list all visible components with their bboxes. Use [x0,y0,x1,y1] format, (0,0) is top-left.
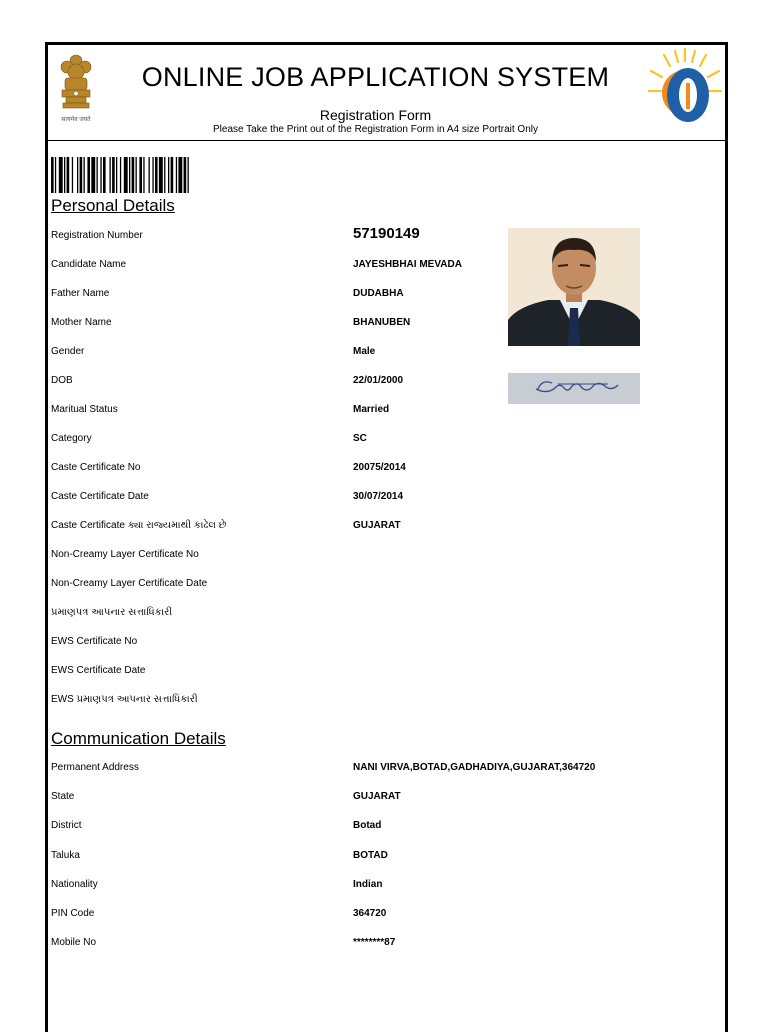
field-label: Maritual Status [51,404,118,415]
field-label: Permanent Address [51,762,139,773]
form-header [48,45,725,141]
field-value: Married [353,404,390,415]
field-value: Male [353,346,376,357]
field-label: State [51,791,75,802]
field-value: Indian [353,879,383,890]
row-ncl-certificate-date [51,578,691,598]
row-taluka [51,850,691,870]
field-label: PIN Code [51,908,95,919]
row-gender [51,346,691,366]
field-label: Father Name [51,288,110,299]
field-value: NANI VIRVA,BOTAD,GADHADIYA,GUJARAT,364720 [353,762,596,773]
row-nationality [51,879,691,899]
field-label: Mobile No [51,937,97,948]
field-label: Taluka [51,850,80,861]
field-label: Nationality [51,879,98,890]
ojas-logo-icon [648,47,722,125]
field-label: Registration Number [51,230,143,241]
row-ews-authority [51,694,691,714]
field-label: પ્રમાણપત્ર આપનાર સત્તાધિકારી [51,607,173,618]
field-label: Mother Name [51,317,112,328]
field-label: District [51,820,82,831]
row-caste-certificate-no [51,462,691,482]
section-communication-details: Communication Details [51,729,226,748]
registration-number-value: 57190149 [353,225,420,242]
row-certificate-authority [51,607,691,627]
row-pin-code [51,908,691,928]
field-label: EWS Certificate Date [51,665,146,676]
page-title: ONLINE JOB APPLICATION SYSTEM [141,62,610,92]
row-mobile-no [51,937,691,957]
field-value: GUJARAT [353,791,401,802]
field-value: 30/07/2014 [353,491,404,502]
row-ncl-certificate-no [51,549,691,569]
form-subtitle: Registration Form [319,107,432,123]
field-label: DOB [51,375,73,386]
field-label: Category [51,433,92,444]
section-personal-details: Personal Details [51,196,175,215]
field-value: BHANUBEN [353,317,411,328]
print-instruction: Please Take the Print out of the Registration Form in A4 size Portrait Only [213,124,538,135]
row-state [51,791,691,811]
row-caste-certificate-date [51,491,691,511]
candidate-signature [508,373,640,404]
field-label: EWS Certificate No [51,636,138,647]
field-value: Botad [353,820,382,831]
field-label: Gender [51,346,85,357]
field-value: ********87 [353,937,396,948]
field-label: Caste Certificate Date [51,491,149,502]
field-value: 364720 [353,908,387,919]
row-ews-certificate-no [51,636,691,656]
row-category [51,433,691,453]
field-value: JAYESHBHAI MEVADA [353,259,462,270]
field-label: Non-Creamy Layer Certificate Date [51,578,208,589]
field-label: Candidate Name [51,259,127,270]
field-value: 20075/2014 [353,462,406,473]
field-value: SC [353,433,367,444]
emblem-caption: सत्यमेव जयते [61,117,91,123]
registration-form [45,42,728,1032]
field-label: EWS પ્રમાણપત્ર આપનાર સત્તાધિકારી [51,694,198,705]
barcode-icon [51,157,243,193]
row-caste-certificate-state [51,520,691,540]
row-district [51,820,691,840]
candidate-photo [508,228,640,346]
field-label: Caste Certificate No [51,462,141,473]
field-value: DUDABHA [353,288,404,299]
field-value: GUJARAT [353,520,401,531]
row-permanent-address [51,762,691,782]
row-marital-status [51,404,691,424]
field-label: Caste Certificate ક્યા રાજ્યમાથી કાઢેલ છે [51,520,227,531]
field-value: BOTAD [353,850,388,861]
field-label: Non-Creamy Layer Certificate No [51,549,199,560]
row-ews-certificate-date [51,665,691,685]
field-value: 22/01/2000 [353,375,404,386]
